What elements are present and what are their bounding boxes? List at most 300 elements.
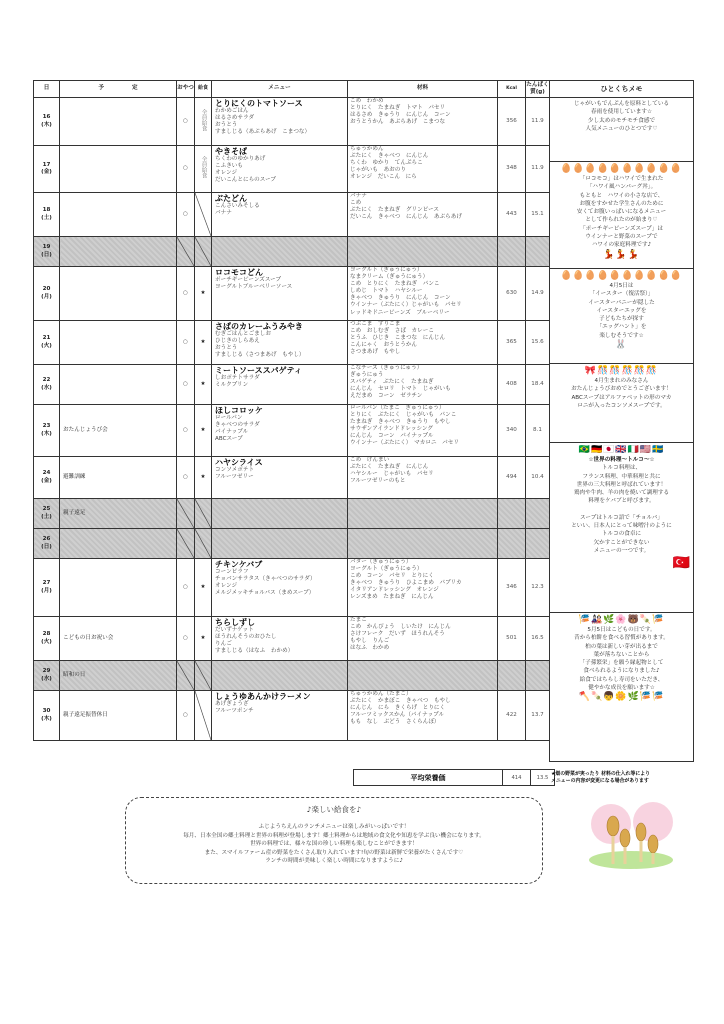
memo-title: ☆世界の料理～トルコ～☆ xyxy=(588,457,655,463)
kcal-cell: 346 xyxy=(498,559,526,617)
main-dish: やきそば xyxy=(215,147,247,156)
side-dish: こんさいみそしる xyxy=(215,203,260,209)
snack-cell xyxy=(177,237,195,267)
memo-line: 「子孫繁栄」を願う縁起物として xyxy=(579,660,664,667)
menu-cell xyxy=(212,499,348,529)
ingredient-line: はなふ わかめ xyxy=(350,645,390,652)
header-snack: おやつ xyxy=(177,81,195,98)
plan-cell: 親子遠足 xyxy=(60,499,177,529)
memo-line: トルコの食卓に xyxy=(601,531,642,538)
protein-cell: 11.9 xyxy=(526,146,550,193)
memo-line: 春雨を使用しています☆ xyxy=(591,109,652,116)
main-dish: とりにくのトマトソース xyxy=(215,99,303,108)
ingredient-line: フルーツゼリーのもと xyxy=(350,478,406,485)
side-dish: ABCスープ xyxy=(215,436,243,443)
ingredient-line: こめ かんぴょう しいたけ にんじん xyxy=(350,624,451,631)
side-dish: オレンジ xyxy=(215,170,238,177)
side-dish: わかめごはん xyxy=(215,108,249,114)
day-cell xyxy=(34,321,60,365)
memo-line: もともと ハワイの小さな店で、 xyxy=(579,192,664,199)
memo-line: 食べられるようになりました♪ xyxy=(583,668,660,675)
header-row xyxy=(34,81,550,98)
kcal-cell: 630 xyxy=(498,267,526,321)
header-day: 日 xyxy=(34,81,60,98)
lunch-type: 全員給食 xyxy=(200,108,207,132)
side-dish: きゃべつのサラダ xyxy=(215,422,260,429)
memo-box xyxy=(550,269,693,364)
memo-line: 世界の三大料理と呼ばれています！ xyxy=(576,481,667,488)
ingredients-cell xyxy=(348,193,498,237)
memo-header: ひとくちメモ xyxy=(550,81,693,98)
snack-cell: ○ xyxy=(177,193,195,237)
day-number: 29 xyxy=(42,668,51,675)
ingredient-line: だいこん きゃべつ にんじん あぶらあげ xyxy=(350,214,462,221)
snack-cell: ○ xyxy=(177,559,195,617)
plan-cell xyxy=(60,529,177,559)
side-dish: オレンジ xyxy=(215,583,238,590)
snack-cell xyxy=(177,499,195,529)
ingredient-line: きゃべつ きゅうり ひよこまめ パプリカ xyxy=(350,580,462,587)
kcal-cell: 494 xyxy=(498,457,526,499)
side-dish: はるさめサラダ xyxy=(215,115,255,122)
lunch-cell xyxy=(195,499,212,529)
plan-cell xyxy=(60,365,177,405)
plan-cell xyxy=(60,146,177,193)
ingredient-line: こめ わかめ xyxy=(350,98,384,104)
header-menu: メニュー xyxy=(212,81,348,98)
day-number: 30 xyxy=(42,708,51,715)
lunch-cell: ★ xyxy=(195,267,212,321)
plan-cell xyxy=(60,267,177,321)
kcal-cell: 348 xyxy=(498,146,526,193)
plan-cell: 昭和の日 xyxy=(60,661,177,691)
ingredients-cell xyxy=(348,321,498,365)
info-line: 世界の料理では、様々な国の珍しい料理も楽しむことができます！ xyxy=(250,841,418,848)
side-dish: すましじる（さつまあげ もやし） xyxy=(215,352,305,359)
memo-line: 楽しむそうです☆ xyxy=(599,332,644,339)
day-cell xyxy=(34,499,60,529)
snack-cell: ○ xyxy=(177,365,195,405)
memo-line: 「ハワイ風ハンバーグ丼」。 xyxy=(586,184,657,191)
memo-line: といい、日本人にとって味噌汁のように xyxy=(571,523,672,530)
menu-cell xyxy=(212,237,348,267)
lunch-cell: ★ xyxy=(195,617,212,661)
side-dish: だいずナゲット xyxy=(215,627,254,633)
memo-line: 「ロコモコ」はハワイで生まれた xyxy=(579,176,664,182)
lunch-cell xyxy=(195,237,212,267)
ingredient-line: もも なし ぶどう さくらんぼ） xyxy=(350,719,440,726)
main-dish: ちらしずし xyxy=(215,618,255,627)
plan-cell: こどもの日お祝い会 xyxy=(60,617,177,661)
side-dish: パイナップル xyxy=(215,429,249,436)
memo-line: スープはトルコ語で「チョルバ」 xyxy=(580,514,663,521)
ingredient-line: えだまめ コーン ゼラチン xyxy=(350,393,423,400)
menu-cell xyxy=(212,365,348,405)
memo-line: 「イースター（復活祭）」 xyxy=(589,291,654,298)
memo-line: トルコ料理は、 xyxy=(601,465,642,472)
snack-cell: ○ xyxy=(177,321,195,365)
day-of-week: (月) xyxy=(41,587,52,594)
snack-cell: ○ xyxy=(177,405,195,457)
note-line: ★畑の野菜が実ったり 材料の仕入れ等により xyxy=(551,771,651,777)
ingredient-line: にんじん セロリ トマト じゃがいも xyxy=(350,386,451,393)
memo-line: として作られたのが始まり♡ xyxy=(585,217,658,224)
table-row xyxy=(34,146,550,193)
day-of-week: (土) xyxy=(41,513,52,520)
protein-cell xyxy=(526,661,550,691)
table-row xyxy=(34,321,550,365)
memo-line: おたんじょうびおめでとうございます！ xyxy=(571,386,672,393)
side-dish: おうとう xyxy=(215,122,238,129)
protein-cell: 11.9 xyxy=(526,98,550,146)
main-dish: チキンケバブ xyxy=(215,560,263,569)
memo-line: フランス料理、中華料理と共に xyxy=(582,473,661,480)
memo-line: 「ポーチギービーンズスープ」は xyxy=(580,225,663,232)
decoration-icon: 🪓🍡👦🌼🌿🎏🎏 xyxy=(578,692,665,703)
menu-cell xyxy=(212,457,348,499)
protein-cell: 12.3 xyxy=(526,559,550,617)
ingredient-line: もやし りんご xyxy=(350,638,390,645)
ingredient-line: ぎゅうにゅう xyxy=(350,372,384,379)
info-box xyxy=(125,797,543,884)
ingredient-line: さつまあげ もやし xyxy=(350,349,401,356)
lunch-cell: ★ xyxy=(195,365,212,405)
lunch-cell: ★ xyxy=(195,405,212,457)
protein-cell xyxy=(526,237,550,267)
snack-cell xyxy=(177,661,195,691)
ingredient-line: さけフレーク だいず ほうれんそう xyxy=(350,631,445,638)
day-of-week: (木) xyxy=(41,430,52,437)
memo-line: 4月5日は xyxy=(609,283,634,289)
memo-line: じゃがいもでんぷんを原料としている xyxy=(573,101,670,107)
table-row xyxy=(34,405,550,457)
decoration-icon: 🎀🎊🎊🎊🎊🎊 xyxy=(584,366,659,376)
average-label: 平均栄養価 xyxy=(354,770,503,785)
menu-cell xyxy=(212,321,348,365)
decoration-icon: 🥚🥚🥚🥚🥚🥚🥚🥚🥚🥚 xyxy=(560,164,683,174)
ingredient-line: レンズまめ たまねぎ にんじん xyxy=(350,594,434,601)
decoration-icon: 🎏🎎🌿🌸🐻🍡🎏 xyxy=(578,615,665,625)
memo-line: 柏の葉は新しい芽が出るまで xyxy=(585,643,658,650)
side-dish: チョバンサラタス（きゃべつのサラダ） xyxy=(215,576,316,583)
ingredient-line: ぶたにく かまぼこ きゃべつ もやし xyxy=(350,698,451,705)
day-cell xyxy=(34,617,60,661)
day-of-week: (木) xyxy=(41,121,52,128)
decoration-icon: 🥚🥚🥚🥚🥚🥚🥚🥚🥚🥚 xyxy=(560,271,683,281)
memo-line: 「エッグハント」を xyxy=(596,324,647,331)
menu-table-wrap xyxy=(33,80,550,741)
table-row xyxy=(34,193,550,237)
memo-line: ウインナーと野菜のスープで xyxy=(585,234,658,241)
snack-cell: ○ xyxy=(177,617,195,661)
memo-line: 人気メニューのひとつです♡ xyxy=(585,125,658,132)
kcal-cell: 422 xyxy=(498,691,526,741)
protein-cell xyxy=(526,499,550,529)
decoration-icon: 💃💃💃 xyxy=(603,249,640,260)
plan-cell: おたんじょうび会 xyxy=(60,405,177,457)
info-line: ランチの時間が美味しく楽しい時間になりますように♪ xyxy=(265,858,403,865)
day-cell xyxy=(34,193,60,237)
kcal-cell: 356 xyxy=(498,98,526,146)
table-row xyxy=(34,691,550,741)
plan-cell: 親子遠足振替休日 xyxy=(60,691,177,741)
ingredient-line: ちゅうかめん（たまご） xyxy=(350,691,412,697)
side-dish: コンソメポテト xyxy=(215,467,255,473)
day-cell xyxy=(34,691,60,741)
memo-line: ABCスープはアルファベットの形のマカ xyxy=(571,394,672,401)
ingredients-cell xyxy=(348,457,498,499)
ingredient-line: オレンジ だいこん にら xyxy=(350,174,417,181)
day-number: 26 xyxy=(42,536,51,543)
side-dish: すましじる（はなふ わかめ） xyxy=(215,648,294,655)
memo-line: 子どもたちが探す xyxy=(599,316,644,323)
protein-cell xyxy=(526,529,550,559)
lunch-cell xyxy=(195,193,212,237)
info-lines xyxy=(126,823,542,866)
side-dish: メルジメッキチョルバス（まめスープ） xyxy=(215,590,315,597)
table-row xyxy=(34,529,550,559)
side-dish: コーンピラフ xyxy=(215,569,249,575)
side-dish: しおポテトサラダ xyxy=(215,375,260,381)
ingredient-line: とうふ ひじき こまつな にんじん xyxy=(350,335,446,342)
menu-cell xyxy=(212,146,348,193)
header-lunch: 給食 xyxy=(195,81,212,98)
header-kcal: Kcal xyxy=(498,81,526,98)
day-number: 17 xyxy=(42,161,51,168)
ingredient-line: ヨーグルト（ぎゅうにゅう） xyxy=(350,267,423,273)
main-dish: しょうゆあんかけラーメン xyxy=(215,692,311,701)
day-number: 21 xyxy=(42,335,51,342)
day-cell xyxy=(34,146,60,193)
kcal-cell: 501 xyxy=(498,617,526,661)
ingredient-line: つぶごま すりごま xyxy=(350,321,401,327)
memo-box xyxy=(550,364,693,443)
memo-box xyxy=(550,613,693,761)
turkey-flag-icon: 🇹🇷 xyxy=(672,555,691,572)
ingredient-line: ウインナー（ぶたにく） マカロニ パセリ xyxy=(350,440,459,447)
ingredient-line: たまご xyxy=(350,617,367,623)
side-dish: すましじる（あぶらあげ こまつな） xyxy=(215,129,311,136)
menu-table xyxy=(33,80,550,741)
memo-line: ハワイの家庭料理です♪ xyxy=(591,242,652,249)
ingredients-cell xyxy=(348,499,498,529)
day-of-week: (水) xyxy=(41,675,52,682)
lunch-cell xyxy=(195,98,212,146)
plan-cell: 避難訓練 xyxy=(60,457,177,499)
side-dish: あげぎょうざ xyxy=(215,701,249,707)
day-cell xyxy=(34,237,60,267)
protein-cell: 8.1 xyxy=(526,405,550,457)
day-of-week: (火) xyxy=(41,638,52,645)
ingredient-line: たまねぎ きゃべつ きゅうり もやし xyxy=(350,419,451,426)
table-row xyxy=(34,499,550,529)
side-dish: ロールパン xyxy=(215,415,243,421)
side-dish: むぎごはんとごましお xyxy=(215,331,271,337)
table-row xyxy=(34,457,550,499)
table-row xyxy=(34,98,550,146)
kcal-cell: 365 xyxy=(498,321,526,365)
side-dish: ほうれんそうのおひたし xyxy=(215,634,277,641)
day-number: 28 xyxy=(42,631,51,638)
side-dish: だいこんとにらのスープ xyxy=(215,177,276,184)
table-row xyxy=(34,237,550,267)
day-cell xyxy=(34,98,60,146)
ingredient-line: こめ とりにく たまねぎ パンこ xyxy=(350,281,440,288)
header-plan: 予 定 xyxy=(60,81,177,98)
lunch-cell xyxy=(195,529,212,559)
ingredients-cell xyxy=(348,405,498,457)
ingredient-line: ちくわ ゆかり てんぷらこ xyxy=(350,160,423,167)
day-of-week: (金) xyxy=(41,477,52,484)
side-dish: フルーツゼリー xyxy=(215,474,254,481)
memo-line: 安くてお腹いっぱいになるメニュー xyxy=(576,209,667,216)
header-ingredients: 材料 xyxy=(348,81,498,98)
ingredient-line: バター（ぎゅうにゅう） xyxy=(350,559,412,565)
day-number: 16 xyxy=(42,114,51,121)
menu-cell xyxy=(212,193,348,237)
info-line: ふじようちえんのランチメニューは楽しみがいっぱいです！ xyxy=(258,824,410,830)
day-of-week: (土) xyxy=(41,214,52,221)
ingredient-line: こめ xyxy=(350,200,362,207)
memo-box xyxy=(550,98,693,162)
ingredient-line: イタリアンドレッシング オレンジ xyxy=(350,587,439,594)
ingredient-line: きゃべつ きゅうり にんじん コーン xyxy=(350,295,451,302)
ingredient-line: こめ おしむぎ さば カレーこ xyxy=(350,328,434,335)
ingredient-line: ハヤシルー じゃがいも パセリ xyxy=(350,471,434,478)
day-cell xyxy=(34,559,60,617)
day-of-week: (金) xyxy=(41,169,52,175)
memo-line: イースターバニーが隠した xyxy=(588,299,655,306)
ingredient-line: ヨーグルト（ぎゅうにゅう） xyxy=(350,566,423,573)
memo-list xyxy=(550,98,693,761)
ingredient-line: ぶたにく きゃべつ にんじん xyxy=(350,153,429,160)
average-protein: 13.5 xyxy=(536,774,549,781)
protein-cell: 18.4 xyxy=(526,365,550,405)
lunch-cell xyxy=(195,691,212,741)
day-of-week: (火) xyxy=(41,342,52,349)
memo-line: 昔から柏餅を食べる習慣があります。 xyxy=(574,635,669,642)
ingredients-cell xyxy=(348,559,498,617)
plan-cell xyxy=(60,237,177,267)
menu-cell xyxy=(212,661,348,691)
ingredients-cell xyxy=(348,98,498,146)
snack-cell: ○ xyxy=(177,457,195,499)
day-of-week: (日) xyxy=(41,251,52,258)
memo-line: イースターエッグを xyxy=(596,307,647,314)
table-row xyxy=(34,661,550,691)
side-dish: ヨーグルトブルーベリーソース xyxy=(215,284,293,291)
day-cell xyxy=(34,365,60,405)
ingredient-line: にんじん コーン パイナップル xyxy=(350,433,434,440)
info-line: また、スマイルファーム産の野菜をたくさん取り入れています!旬の野菜は新鮮で栄養がたくさんです♡ xyxy=(204,849,464,856)
day-number: 25 xyxy=(42,506,51,513)
side-dish: ちくわのゆかりあげ xyxy=(215,156,266,162)
ingredient-line: はるさめ きゅうり にんじん コーン xyxy=(350,112,451,119)
memo-box xyxy=(550,443,693,613)
memo-line: 5月5日はこどもの日です。 xyxy=(587,627,656,633)
plan-cell xyxy=(60,559,177,617)
change-note xyxy=(551,771,701,785)
day-cell xyxy=(34,457,60,499)
snack-cell: ○ xyxy=(177,267,195,321)
memo-line: 料理をケバブと呼びます。 xyxy=(588,498,655,505)
day-cell xyxy=(34,267,60,321)
protein-cell: 15.6 xyxy=(526,321,550,365)
kcal-cell: 340 xyxy=(498,405,526,457)
ingredient-line: こなチーズ（ぎゅうにゅう） xyxy=(350,365,423,371)
ingredients-cell xyxy=(348,365,498,405)
protein-cell: 16.5 xyxy=(526,617,550,661)
ingredient-line: スパゲティ ぶたにく たまねぎ xyxy=(350,379,434,386)
kcal-cell: 408 xyxy=(498,365,526,405)
ingredient-line: バナナ xyxy=(350,193,367,199)
day-number: 23 xyxy=(42,423,51,430)
main-dish: ぶたどん xyxy=(215,194,247,203)
table-row xyxy=(34,365,550,405)
memo-line: 少し太めのモチモチ食感で xyxy=(587,117,656,124)
menu-cell xyxy=(212,691,348,741)
main-dish: さばのカレーふうみやき xyxy=(215,322,303,331)
side-dish: こふきいも xyxy=(215,163,243,170)
day-number: 20 xyxy=(42,286,51,293)
kcal-cell xyxy=(498,661,526,691)
side-dish: ミルクプリン xyxy=(215,382,249,389)
ingredient-line: レッドキドニービーンズ ブルーベリー xyxy=(350,309,450,316)
day-cell xyxy=(34,529,60,559)
kcal-cell: 443 xyxy=(498,193,526,237)
snack-cell: ○ xyxy=(177,98,195,146)
menu-cell xyxy=(212,617,348,661)
lunch-cell xyxy=(195,661,212,691)
ingredient-line: なまクリーム（ぎゅうにゅう） xyxy=(350,274,429,281)
protein-cell: 14.9 xyxy=(526,267,550,321)
memo-line: ロニが入ったコンソメスープです。 xyxy=(577,402,666,409)
decoration-icon: 🐰 xyxy=(615,340,628,351)
side-dish: フルーツポンチ xyxy=(215,708,254,715)
info-line: 毎月、日本全国の郷土料理と世界の料理が登場します！郷土料理からは地域の食文化や知恵を学ぶ良い機会になります。 xyxy=(183,832,485,839)
memo-line: 4月生まれのみなさん xyxy=(594,378,649,384)
plan-cell xyxy=(60,193,177,237)
memo-line: 健やかな成長を願います☆ xyxy=(588,685,655,692)
kcal-cell xyxy=(498,237,526,267)
snack-cell: ○ xyxy=(177,691,195,741)
side-dish: りんご xyxy=(215,641,232,648)
ingredients-cell xyxy=(348,237,498,267)
day-number: 24 xyxy=(42,470,51,477)
main-dish: ミートソーススパゲティ xyxy=(215,366,302,375)
menu-cell xyxy=(212,267,348,321)
info-title: ♪楽しい給食を♪ xyxy=(306,805,362,814)
day-cell xyxy=(34,405,60,457)
day-of-week: (水) xyxy=(41,384,52,391)
memo-line: 鶏肉や牛肉、羊の肉を焼いて調理する xyxy=(573,490,670,497)
ingredients-cell xyxy=(348,267,498,321)
ingredient-line: こめ コーン パセリ とりにく xyxy=(350,573,434,580)
ingredient-line: しめじ トマト ハヤシルー xyxy=(350,288,423,295)
main-dish: ハヤシライス xyxy=(215,458,263,467)
table-row xyxy=(34,559,550,617)
memo-line: メニューの一つです。 xyxy=(593,547,650,554)
lunch-cell: ★ xyxy=(195,559,212,617)
kcal-cell xyxy=(498,499,526,529)
menu-cell xyxy=(212,529,348,559)
ingredient-line: とりにく たまねぎ トマト パセリ xyxy=(350,105,446,112)
side-dish: ポーチギービーンズスープ xyxy=(215,277,282,283)
average-kcal: 414 xyxy=(503,770,531,785)
day-of-week: (木) xyxy=(41,715,52,722)
plan-cell xyxy=(60,98,177,146)
snack-cell xyxy=(177,529,195,559)
